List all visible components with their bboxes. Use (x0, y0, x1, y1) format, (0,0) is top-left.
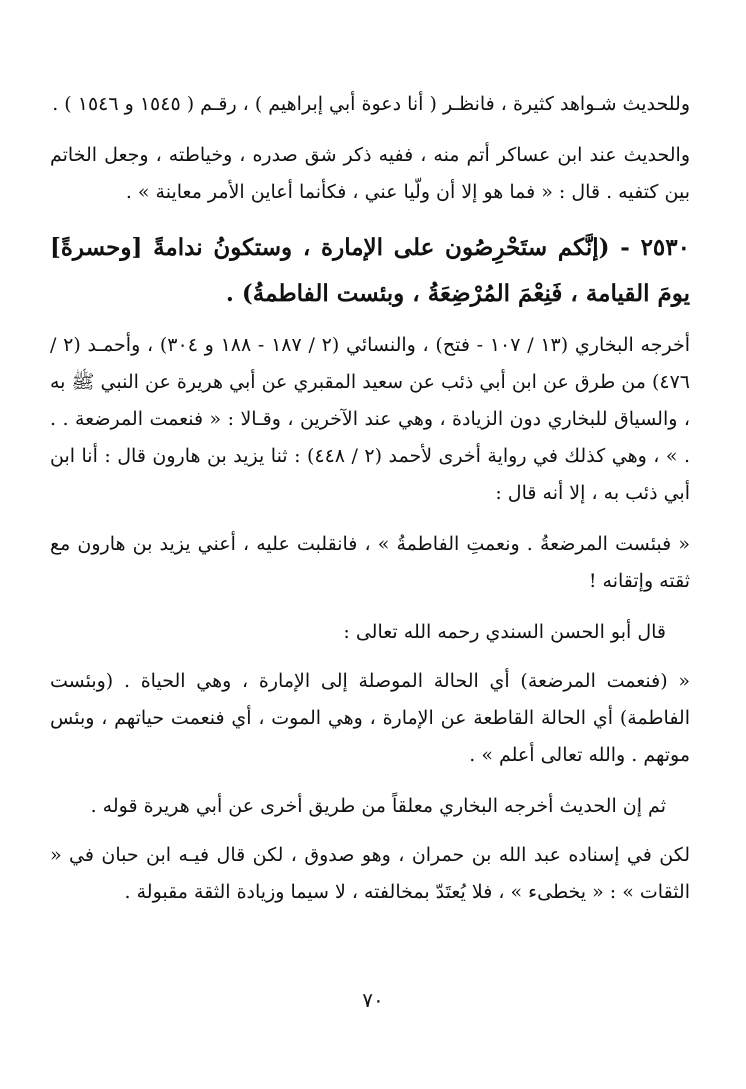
paragraph-ibn-asakir: والحديث عند ابن عساكر أتم منه ، ففيه ذكر شق صدره ، وخياطته ، وجعل الخاتم بين كتفيه . قال : « فما هو إلا أن ولّيا عني ، فكأنما أعاين الأمر معاينة » . (50, 144, 690, 203)
paragraph-takhrij: أخرجه البخاري (١٣ / ١٠٧ - فتح) ، والنسائي (٢ / ١٨٧ - ١٨٨ و ٣٠٤) ، وأحمـد (٢ / ٤٧٦) من طرق عن ابن أبي ذئب عن سعيد المقبري عن أبي هريرة عن النبي ﷺ به ، والسياق للبخاري دون الزيادة ، وهي عند الآخرين ، وقـالا : « فنعمت المرضعة . . . » ، وهي كذلك في رواية أخرى لأحمد (٢ / ٤٤٨) : ثنا يزيد بن هارون قال : أنا ابن أبي ذئب به ، إلا أنه قال : (50, 334, 691, 504)
paragraph-witnesses: وللحديث شـواهد كثيرة ، فانظـر ( أنا دعوة أبي إبراهيم ) ، رقـم ( ١٥٤٥ و ١٥٤٦ ) . (52, 93, 690, 115)
page-number: ٧٠ (362, 988, 384, 1012)
paragraph-bukhari-muallaq: ثم إن الحديث أخرجه البخاري معلقاً من طريق أخرى عن أبي هريرة قوله . (90, 795, 666, 817)
page-body (50, 86, 690, 925)
paragraph-isnad-note: لكن في إسناده عبد الله بن حمران ، وهو صدوق ، لكن قال فيـه ابن حبان في « الثقات » : « يخطىء » ، فلا يُعتَدّ بمخالفته ، لا سيما وزيادة الثقة مقبولة . (50, 844, 690, 903)
paragraph-sindi-intro: قال أبو الحسن السندي رحمه الله تعالى : (343, 621, 666, 643)
paragraph-variant-wording: « فبئست المرضعةُ . ونعمتِ الفاطمةُ » ، فانقلبت عليه ، أعني يزيد بن هارون مع ثقته وإتقانه ! (50, 533, 690, 592)
paragraph-sindi-quote: « (فنعمت المرضعة) أي الحالة الموصلة إلى الإمارة ، وهي الحياة . (وبئست الفاطمة) أي الحالة القاطعة عن الإمارة ، وهي الموت ، أي فنعمت حياتهم ، وبئس موتهم . والله تعالى أعلم » . (50, 670, 690, 766)
hadith-heading-2530: ٢٥٣٠ - (إنَّكم ستَحْرِصُون على الإمارة ، وستكونُ ندامةً [وحسرةً] يومَ القيامة ، فَنِعْمَ المُرْضِعَةُ ، وبئست الفاطمةُ) . (50, 234, 690, 307)
